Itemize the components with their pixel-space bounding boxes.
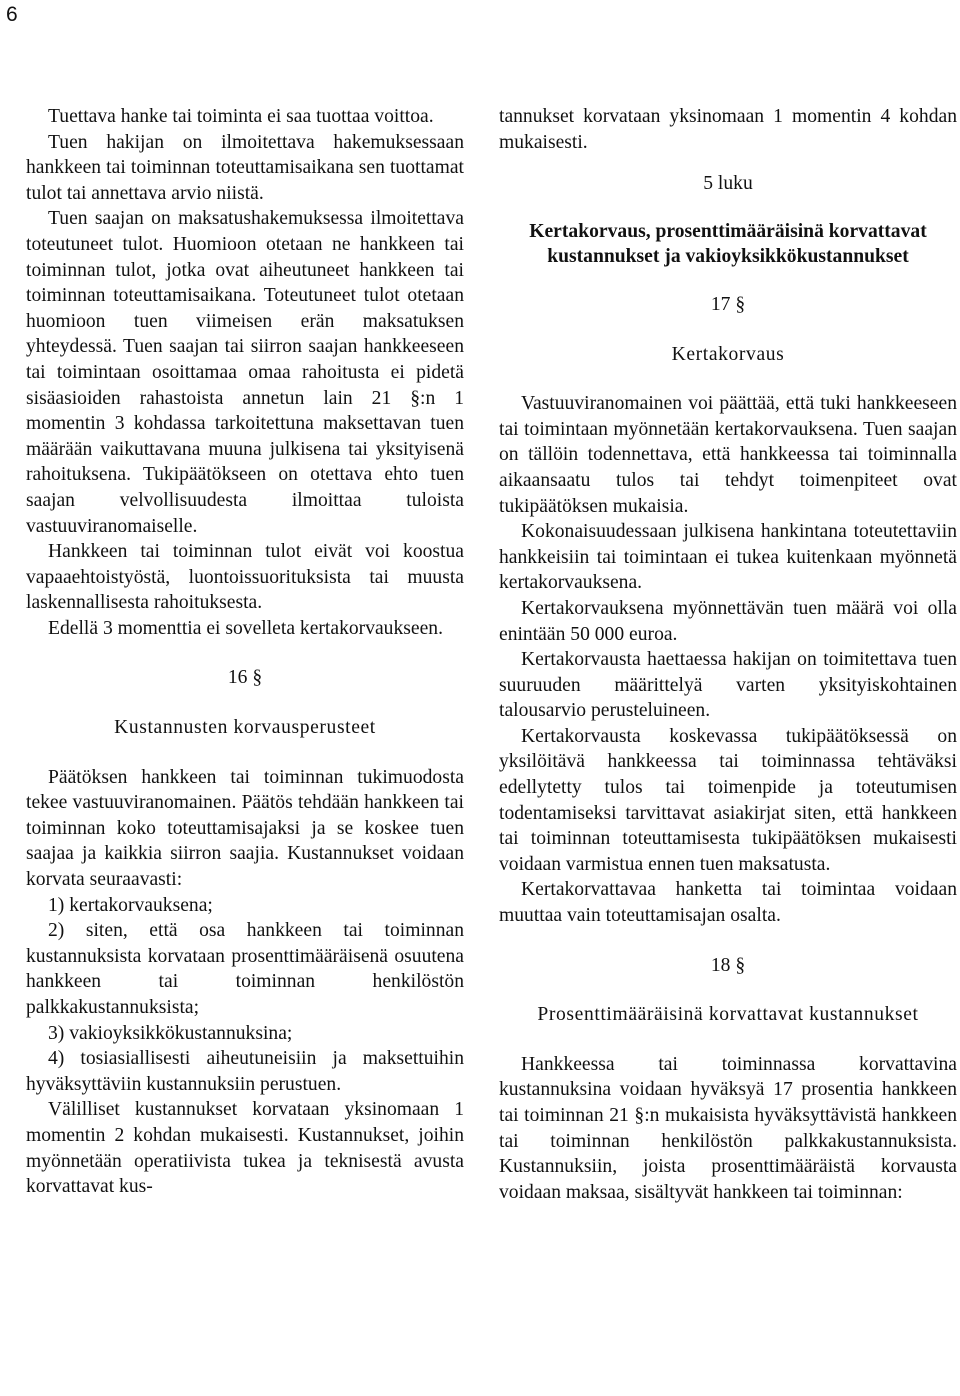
- chapter-title: Kertakorvaus, prosenttimääräisinä korvattavat kustannukset ja vakioyksikkökustannukset: [529, 220, 927, 268]
- page-number: 6: [6, 3, 18, 26]
- paragraph: Kertakorvattavaa hanketta tai toimintaa voidaan muuttaa vain toteuttamisajan osalta.: [499, 879, 957, 927]
- paragraph: Tuen saajan on maksatushakemuksessa ilmoitettava toteutuneet tulot. Huomioon otetaan ne hankkeen tai toiminnan tulot, jotka ovat aiheutuneet hankkeen tai toiminnan toteuttamisaikana. Toteutuneet tulot otetaan huomioon tuen viimeisen erän maksatuksen yhteydessä. Tuen saajan tai siirron saajan hankkeeseen tai toimintaan osoittamaa omaa rahoitusta ei pidetä sisäasioiden rahastoista annetun lain 21 §:n 1 momentin 3 kohdassa tarkoitettuna maksettavan tuen määrään vaikuttavana muuna julkisena tai yksityisenä rahoituksena. Tukipäätökseen on otettava ehto tuen saajan velvollisuudesta ilmoittaa tuloista vastuuviranomaiselle.: [26, 208, 464, 537]
- paragraph: Tuen hakijan on ilmoitettava hakemuksessaan hankkeen tai toiminnan toteuttamisaikana sen tuottamat tulot tai annettava arvio niistä.: [26, 131, 464, 204]
- paragraph: Päätöksen hankkeen tai toiminnan tukimuodosta tekee vastuuviranomainen. Päätös tehdään hankkeen tai toiminnan koko toteuttamisajaksi ja se koskee tuen saajaa ja kaikkia siirron saajia. Kustannukset voidaan korvata seuraavasti:: [26, 766, 464, 891]
- paragraph: Välilliset kustannukset korvataan yksinomaan 1 momentin 2 kohdan mukaisesti. Kustannukset, joihin myönnetään operatiivista tukea ja teknisestä avusta korvattavat kus-: [26, 1099, 464, 1198]
- paragraph: Kertakorvausta haettaessa hakijan on toimitettava tuen suuruuden määrittelyä varten yksityiskohtainen talousarvio perusteluineen.: [499, 649, 957, 722]
- paragraph: Edellä 3 momenttia ei sovelleta kertakorvaukseen.: [48, 617, 443, 639]
- continuation-paragraph: tannukset korvataan yksinomaan 1 momentin 4 kohdan mukaisesti.: [499, 106, 957, 153]
- list-item: 3) vakioyksikkökustannuksina;: [48, 1022, 293, 1044]
- chapter-number: 5 luku: [703, 173, 753, 195]
- list-item: 1) kertakorvauksena;: [48, 894, 213, 916]
- paragraph: Tuettava hanke tai toiminta ei saa tuottaa voittoa.: [48, 106, 434, 127]
- list-item: 4) tosiasiallisesti aiheutuneisiin ja maksettuihin hyväksyttäviin kustannuksiin perustuen.: [26, 1048, 464, 1095]
- section-17-number: 17 §: [710, 293, 746, 315]
- section-18-number: 18 §: [710, 954, 746, 976]
- paragraph: Hankkeen tai toiminnan tulot eivät voi koostua vapaaehtoistyöstä, luontoissuorituksista tai muusta laskennallisesta rahoituksesta.: [26, 541, 464, 614]
- section-16-title: Kustannusten korvausperusteet: [114, 717, 376, 739]
- list-item: 2) siten, että osa hankkeen tai toiminnan kustannuksista korvataan prosenttimääräisenä osuutena hankkeen tai toiminnan henkilöstön palkkakustannuksista;: [26, 920, 464, 1018]
- paragraph: Kokonaisuudessaan julkisena hankintana toteutettaviin hankkeisiin tai toimintaan ei tukea kuitenkaan myönnetä kertakorvauksena.: [499, 521, 957, 594]
- left-column: [26, 104, 464, 1200]
- section-16-number: 16 §: [227, 667, 263, 689]
- paragraph: Kertakorvauksena myönnettävän tuen määrä voi olla enintään 50 000 euroa.: [499, 597, 957, 645]
- paragraph: Kertakorvausta koskevassa tukipäätöksessä on yksilöitävä hankkeessa tai toiminnassa tehtäväksi edellytetty tulos tai toimenpide ja toteutumisen todentamiseksi tarvittavat asiakirjat siten, että hankkeen tai toiminnan toteuttamisesta tukipäätöksen mukaisesti voidaan varmistua ennen tuen maksatusta.: [499, 725, 957, 875]
- section-17-title: Kertakorvaus: [671, 343, 785, 365]
- right-column: [499, 104, 957, 1205]
- section-18-title: Prosenttimääräisinä korvattavat kustannukset: [537, 1004, 919, 1026]
- paragraph: Vastuuviranomainen voi päättää, että tuki hankkeeseen tai toimintaan myönnetään kertakorvauksena. Tuen saajan on tällöin todennettava, että hankkeessa tai toiminnalla aikaansaatu tulos tai tehdyt toimenpiteet ovat tukipäätöksen mukaisia.: [499, 393, 957, 517]
- paragraph: Hankkeessa tai toiminnassa korvattavina kustannuksina voidaan hyväksyä 17 prosentia hankkeen tai toiminnan 21 §:n mukaisista hyväksyttävistä hankkeen tai toiminnan henkilöstön palkkakustannuksista. Kustannuksiin, joista prosenttimääräistä korvausta voidaan maksaa, sisältyvät hankkeen tai toiminnan:: [499, 1053, 957, 1203]
